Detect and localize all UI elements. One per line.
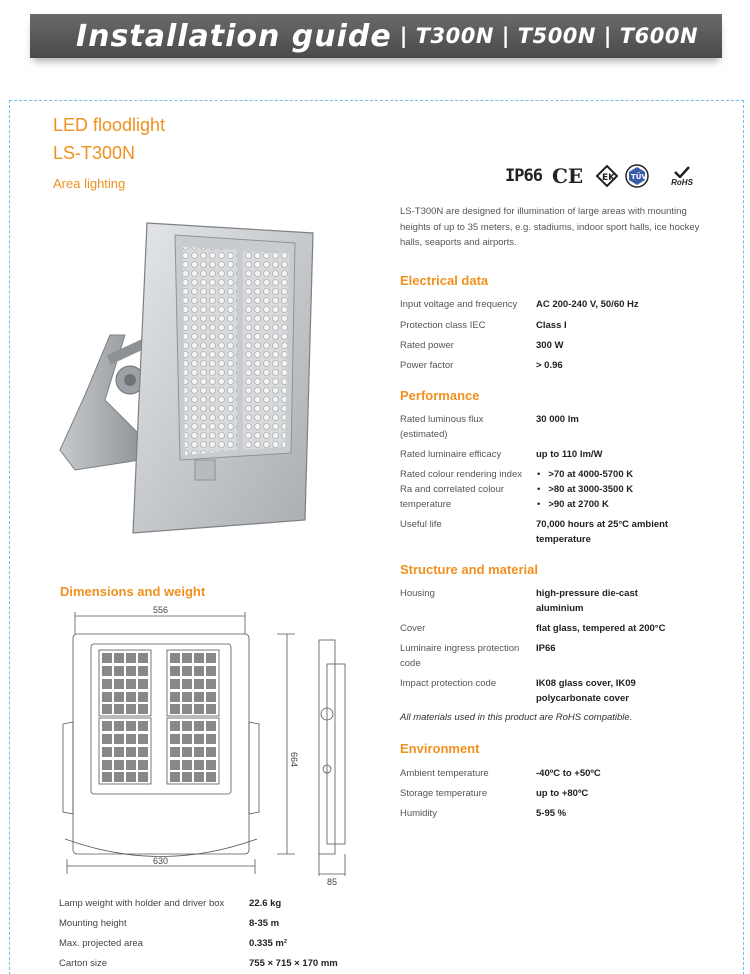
product-model: LS-T300N (53, 143, 136, 163)
product-application: Area lighting (53, 176, 126, 191)
banner-models: | T300N | T500N | T600N (399, 24, 699, 48)
ce-logo: CE (551, 164, 584, 188)
height-label: 664 (289, 752, 299, 768)
eac-tuv-icon (593, 163, 655, 189)
performance-heading: Performance (400, 388, 480, 403)
intro-paragraph: LS-T300N are designed for illumination of large areas with mounting heights of up to 35 meters, e.g. stadiums, indoor sport halls, ice hockey halls, seaports and airports. (400, 206, 700, 248)
svg-text:EK: EK (602, 173, 616, 183)
rohs-logo: RoHS (671, 166, 693, 187)
ip66-logo: IP66 (505, 166, 542, 186)
rohs-note: All materials used in this product are RoHS compatible. (400, 712, 633, 723)
banner-title: Installation guide (76, 18, 392, 54)
checkmark-icon (674, 166, 690, 178)
dimensions-heading: Dimensions and weight (60, 584, 206, 599)
cri-list: • >70 at 4000-5700 K • >80 at 3000-3500 K • >90 at 2700 K (536, 467, 706, 512)
structure-heading: Structure and material (400, 562, 538, 577)
dimension-drawing (55, 604, 355, 888)
header-banner (30, 14, 722, 58)
electrical-heading: Electrical data (400, 273, 489, 288)
floodlight-product-image (55, 215, 315, 537)
environment-heading: Environment (400, 741, 480, 756)
width-top-label: 556 (153, 605, 169, 615)
certification-logos (505, 163, 693, 189)
product-type: LED floodlight (53, 115, 166, 135)
svg-text:TÜV: TÜV (631, 173, 648, 181)
width-bottom-label: 630 (153, 856, 169, 866)
depth-label: 85 (327, 877, 338, 887)
